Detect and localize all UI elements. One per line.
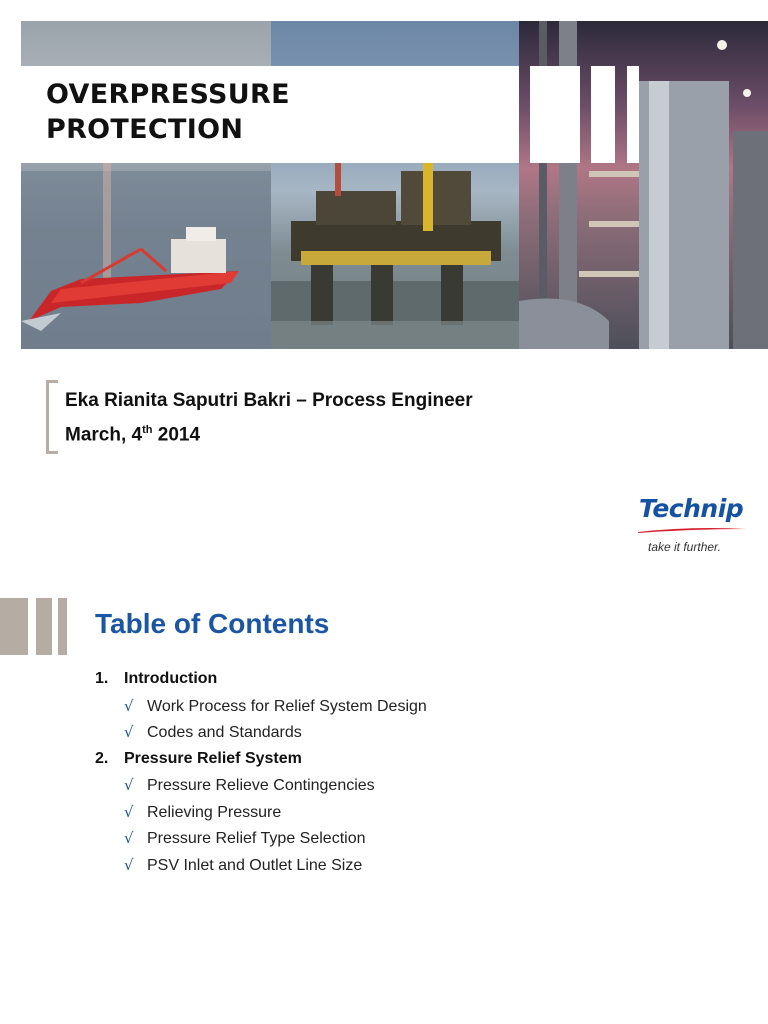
toc-marker-bar bbox=[58, 598, 67, 655]
toc-section bbox=[95, 746, 695, 773]
check-icon: √ bbox=[124, 802, 134, 821]
toc-title: Table of Contents bbox=[95, 608, 330, 639]
toc-item bbox=[95, 852, 695, 879]
toc-section-number: 2. bbox=[95, 749, 109, 767]
date-year: 2014 bbox=[152, 424, 201, 446]
cover-banner bbox=[21, 21, 768, 349]
toc-item-label: Work Process for Relief System Design bbox=[147, 697, 427, 715]
technip-logo bbox=[636, 494, 756, 560]
logo-swoosh-icon bbox=[636, 526, 748, 534]
toc-item-label: Relieving Pressure bbox=[147, 803, 282, 821]
check-icon: √ bbox=[124, 829, 134, 847]
toc-item bbox=[95, 693, 695, 720]
toc-item bbox=[95, 719, 695, 746]
toc-section-label: Pressure Relief System bbox=[124, 749, 302, 767]
toc-section-label: Introduction bbox=[124, 670, 218, 687]
toc-section-number: 1. bbox=[95, 670, 109, 687]
toc-item-label: Codes and Standards bbox=[147, 724, 302, 741]
toc-item bbox=[95, 825, 695, 852]
toc-marker-bar bbox=[36, 598, 52, 655]
toc-marker-bar bbox=[0, 598, 28, 655]
decor-bar bbox=[530, 66, 580, 163]
decor-bar bbox=[591, 66, 615, 163]
date-ordinal: th bbox=[142, 424, 153, 436]
logo-tagline: take it further. bbox=[648, 540, 721, 554]
toc-item-label: PSV Inlet and Outlet Line Size bbox=[147, 856, 363, 874]
presentation-date bbox=[65, 424, 200, 446]
presentation-title: OVERPRESSURE PROTECTION bbox=[46, 79, 290, 145]
date-prefix: March, 4 bbox=[65, 424, 143, 446]
toc-item-label: Pressure Relieve Contingencies bbox=[147, 777, 375, 794]
toc-section bbox=[95, 666, 695, 693]
check-icon: √ bbox=[124, 723, 134, 741]
check-icon: √ bbox=[124, 776, 134, 794]
check-icon: √ bbox=[124, 696, 134, 715]
author-name: Eka Rianita Saputri Bakri – Process Engineer bbox=[65, 390, 473, 411]
decor-bar bbox=[627, 66, 639, 163]
logo-wordmark: Technip bbox=[639, 494, 744, 523]
toc-item bbox=[95, 772, 695, 799]
check-icon: √ bbox=[124, 855, 134, 874]
author-bracket bbox=[46, 380, 58, 454]
toc-list bbox=[95, 666, 695, 878]
toc-item-label: Pressure Relief Type Selection bbox=[147, 830, 366, 847]
toc-item bbox=[95, 799, 695, 826]
